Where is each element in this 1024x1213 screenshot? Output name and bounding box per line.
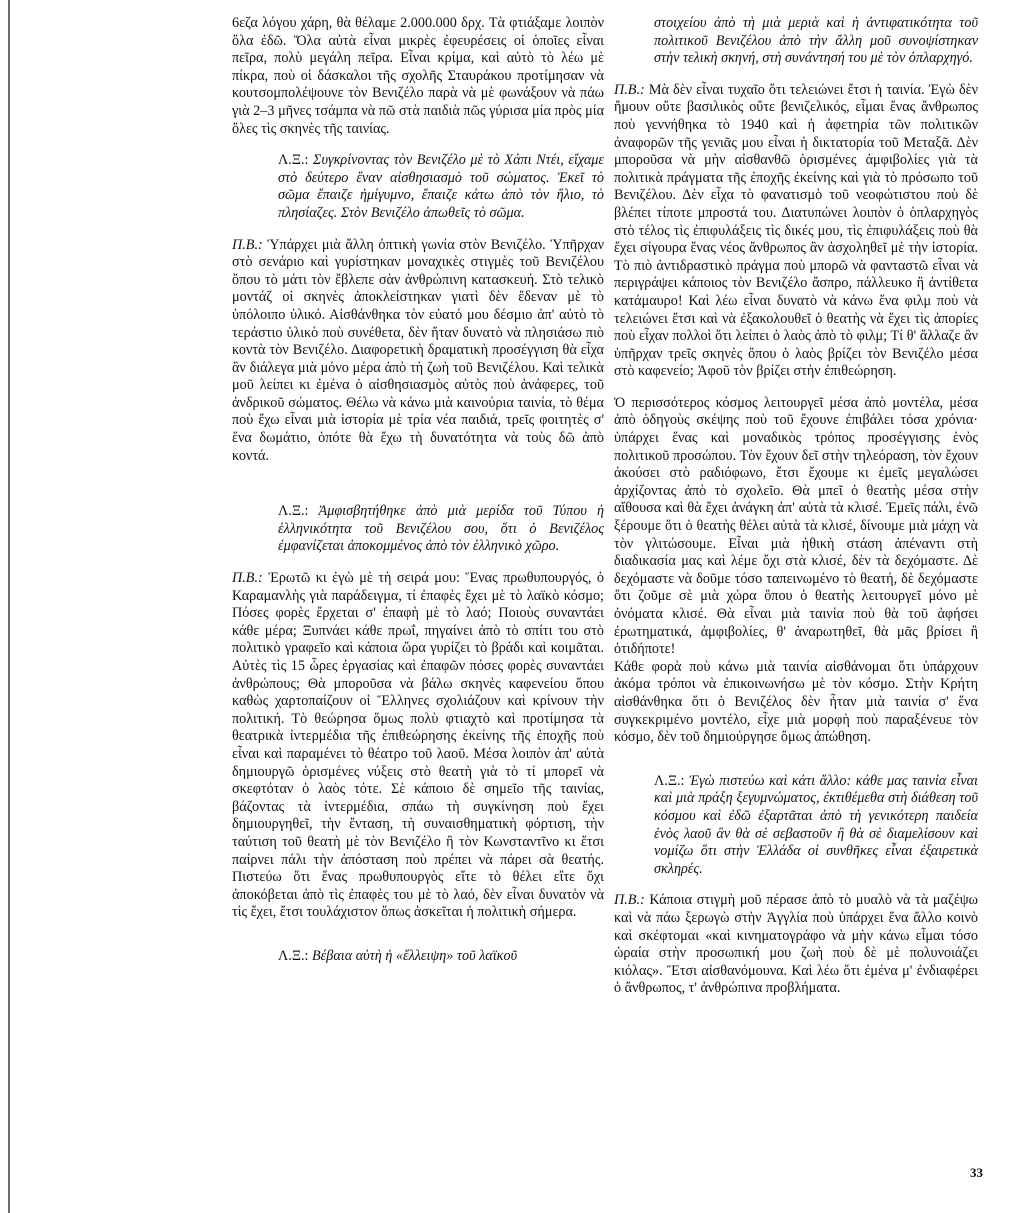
interviewer-question: Λ.Ξ.: Ἀμφισβητήθηκε ἀπὸ μιὰ μερίδα τοῦ Τύπου ἡ ἑλληνικότητα τοῦ Βενιζέλου σου, ὅτι ὁ Βενιζέλος ἐμφανίζεται ἀποκομμένος ἀπὸ τὸν ἑλληνικὸ χῶρο. xyxy=(278,503,605,555)
speaker-label: Π.Β.: xyxy=(614,892,645,909)
speaker-label: Π.Β.: xyxy=(614,81,645,98)
speaker-label: Π.Β.: xyxy=(232,570,263,587)
interviewer-question: Λ.Ξ.: Ἐγὼ πιστεύω καὶ κάτι ἄλλο: κάθε μας ταινία εἶναι καὶ μιὰ πράξη ξεγυμνώματος, ἐκτιθέμεθα στὴ διάθεση τοῦ κόσμου καὶ ἐδῶ ἐξαρτᾶται ἀπὸ τὴ γενικότερη παιδεία ἑνὸς λαοῦ ἂν θὰ σὲ σεβαστοῦν ἢ θὰ σὲ διαμελίσουν καὶ νομίζω ὅτι στὴν Ἑλλάδα οἱ συνθῆκες εἶναι ἐξαιρετικὰ σκληρές. xyxy=(654,772,979,877)
paragraph-1: 6εζα λόγου χάρη, θὰ θέλαμε 2.000.000 δρχ. Τὰ φτιάξαμε λοιπὸν ὅλα ἐδῶ. Ὅλα αὐτὰ εἶναι μικρὲς ἐφευρέσεις οἱ ὁποῖες εἶναι πεῖρα, πολὺ μεγάλη πεῖρα. Εἶναι κρίμα, καὶ αὐτὸ τὸ λέω μὲ πίκρα, ποὺ οἱ δάσκαλοι τῆς σχολῆς Σταυράκου προτίμησαν νὰ κουτσομπολέψουνε τὸν Βενιζέλο παρὰ νὰ μὲ φωνάξουν νὰ πάω γιὰ 2–3 μῆνες τσάμπα νὰ πῶ στὰ παιδιὰ πῶς γύρισα μία πρὸς μία ὅλες τὶς σκηνὲς τῆς ταινίας. xyxy=(232,15,604,137)
speaker-label: Λ.Ξ.: xyxy=(654,772,685,789)
paragraph: Ὁ περισσότερος κόσμος λειτουργεῖ μέσα ἀπὸ μοντέλα, μέσα ἀπὸ ὁδηγοὺς σκέψης ποὺ τοῦ ἔχουνε ἐπιβάλει τόσα χρόνια· ὑπάρχει ἕνας καὶ μοναδικὸς τρόπος προσέγγισης ἑνὸς πολιτικοῦ προσώπου. Τὸν ἔχουν δεῖ στὴν τηλεόραση, τὸν ἔχουν ἀκούσει στὸ ραδιόφωνο, ἔτσι ἔχουμε κι ἐμεῖς μεγαλώσει ἀρχίζοντας ἀπὸ τὸ σχολεῖο. Θὰ μπεῖ ὁ θεατὴς μέσα στὴν αἴθουσα καὶ θὰ ἔχει ἀνάγκη ἀπ' αὐτὰ τὰ κλισέ. Ἐμεῖς πάλι, ἐνῶ ξέρουμε ὅτι ὁ θεατὴς θέλει αὐτὰ τὰ κλισέ, δίνουμε μιὰ μάχη νὰ τὸν γλιτώσουμε. Εἶναι μιὰ ἠθικὴ στάση ἀπέναντι στὴ διαδικασία μας καὶ λέμε ὄχι στὰ κλισέ, δὲν τὰ δεχόμαστε. Δὲ δεχόμαστε νὰ δοῦμε τόσο ταπεινωμένο τὸ θεατή, δὲ δεχόμαστε ὅτι ζοῦμε σὲ μιὰ χώρα ὅπου ὁ θεατὴς λειτουργεῖ μόνο μὲ ὀνόματα κλισέ. Θὰ εἶναι μιὰ ταινία ποὺ θὰ τοῦ ἀφήσει ἐρωτηματικά, ἀμφιβολίες, θ' ἀναρωτηθεῖ, θὰ μᾶς βρίσει ἢ ὁτιδήποτε! xyxy=(614,394,978,658)
director-answer: Π.Β.: Κάποια στιγμὴ μοῦ πέρασε ἀπὸ τὸ μυαλὸ νὰ τὰ μαζέψω καὶ νὰ πάω ξερωγὼ στὴν Ἀγγλία ποὺ ὑπάρχει ἕνα ἄλλο κοινὸ καὶ σκέφτομαι «καὶ κινηματογράφο νὰ μὴν κάνω εἶμαι τόσο ὡραία στὴν προσωπική μου ζωὴ ποὺ δὲ μὲ πολυνοιάζει κιόλας». Ἔτσι αἰσθανόμουνα. Καὶ λέω ὅτι ἐμένα μ' ἐνδιαφέρει ὁ ἄνθρωπος, τ' ἀνθρώπινα προβλήματα. xyxy=(614,892,979,997)
speaker-label: Λ.Ξ.: xyxy=(278,152,309,169)
left-column xyxy=(232,15,604,966)
interviewer-question: Λ.Ξ.: Βέβαια αὐτὴ ἡ «ἔλλειψη» τοῦ λαϊκοῦ xyxy=(278,947,518,964)
speaker-label: Λ.Ξ.: xyxy=(278,947,309,964)
director-answer: Π.Β.: Ὑπάρχει μιὰ ἄλλη ὀπτικὴ γωνία στὸν Βενιζέλο. Ὑπῆρχαν στὸ σενάριο καὶ γυρίστηκαν μοναχικὲς στιγμὲς τοῦ Βενιζέλου ὅπου τὸ μάτι τὸν ἔβλεπε σὰν ἀνθρώπινη κατασκευή. Στὸ τελικὸ μοντάζ οἱ σκηνὲς ἀποκλείστηκαν γιατὶ δὲν ἔδεναν μὲ τὸ ὑπόλοιπο ὑλικό. Αἰσθάνθηκα τὸν εὐατό μου δέσμιο ἀπ' αὐτὸ τὸ τεράστιο ὑλικὸ ποὺ συνέθετα, δὲν ἤταν δυνατὸ νὰ πλησιάσω πιὸ κοντὰ τὸν Βενιζέλο. Διαφορετικὴ δραματικὴ προσέγγιση θὰ εἶχα ἂν διάλεγα μιὰ μόνο μέρα ἀπὸ τὴ ζωὴ τοῦ Βενιζέλου. Καὶ τελικὰ μοῦ λείπει κι ἐμένα ὁ αἰσθησιασμὸς αὐτὸς ποὺ ἀνάφερες, τοῦ ἀνδρικοῦ σώματος. Θέλω νὰ κάνω μιὰ καινούρια ταινία, τὸ θέμα ποὺ ἔχω εἶναι μιὰ ἱστορία μὲ τρία νέα παιδιά, τρεῖς φοιτητὲς σ' ἕνα δωμάτιο, ὁπότε θὰ ἔχω τὴ δυνατότητα νὰ τοὺς δῶ ἀπὸ κοντά. xyxy=(232,236,605,464)
speaker-label: Π.Β.: xyxy=(232,236,263,253)
right-column xyxy=(614,15,978,998)
director-answer: Π.Β.: Ἐρωτῶ κι ἐγὼ μὲ τὴ σειρά μου: Ἕνας πρωθυπουργός, ὁ Καραμανλὴς γιὰ παράδειγμα, τί ἐπαφὲς ἔχει μὲ τὸ λαϊκὸ κόσμο; Πόσες φορὲς ἔρχεται σ' ἐπαφὴ μὲ τὸ λαό; Ποιοὺς συναντάει κάθε μέρα; Ξυπνάει κάθε πρωΐ, πηγαίνει ἀπὸ τὸ σπίτι του στὸ πολιτικὸ γραφεῖο καὶ κάποια ὥρα γυρίζει τὸ βράδι καὶ κοιμᾶται. Αὐτὲς τὶς 15 ὧρες ἐργασίας καὶ ἐπαφῶν πόσες φορὲς συναντάει ἀνθρώπους; Θὰ μποροῦσα νὰ βάλω σκηνὲς καφενείου ὅπου καθὼς χαρτοπαίζουν οἱ Ἕλληνες σχολιάζουν καὶ κρίνουν τὴν πολιτική. Τὸ θεώρησα ὅμως πολὺ φτιαχτὸ καὶ προτίμησα τὰ θεατρικὰ ἰντερμέδια τῆς ἐπιθεώρησης ἐκείνης τῆς ἐποχῆς ποὺ εἶναι καὶ παραμένει τὸ θέατρο τοῦ λαοῦ. Μέσα λοιπὸν ἀπ' αὐτὰ δημιουργῶ ὁρισμένες νύξεις στὸ θεατὴ γιὰ τὸ τί μπορεῖ νὰ σκεφτόταν ὁ λαὸς τότε. Σὲ κάποιο δὲ σημεῖο τῆς ταινίας, βάζοντας τὰ ἰντερμέδια, σπάω τὴ συγκίνηση ποὺ ἔχει δημιουργηθεῖ, τὴν ἔνταση, τὴ συναισθηματικὴ φόρτιση, τὴν ταύτιση τοῦ θεατὴ μὲ τὸν Βενιζέλο ἢ τὸν Κωνσταντῖνο κι ἔτσι παίρνει πάλι τὴν ἀπόσταση ποὺ πρέπει νὰ πάρει σὰ θεατής. Πιστεύω ὅτι ἕνας πρωθυπουργὸς εἴτε τὸ θέλει εἴτε ὄχι ἀποκόβεται ἀπὸ τὶς ἐπαφὲς του μὲ τὸ λαό, δὲν εἶναι δυνατὸν νὰ τὶς ἔχει, ἔτσι τουλάχιστον ὅπως ἀσκεῖται ἡ πολιτικὴ σήμερα. xyxy=(232,570,604,921)
director-answer: Π.Β.: Μὰ δὲν εἶναι τυχαῖο ὅτι τελειώνει ἔτσι ἡ ταινία. Ἐγὼ δὲν ἤμουν οὔτε βασιλικὸς οὔτε βενιζελικός, εἶμαι ἕνας ἄνθρωπος ποὺ γεννήθηκα τὸ 1940 καὶ ἡ ἀφετηρία τῶν πολιτικῶν ἀναφορῶν τῆς γενιᾶς μου εἶναι ἡ δικτατορία τοῦ Μεταξᾶ. Δὲν μποροῦσα νὰ μὴν αἰσθανθῶ ὁρισμένες ἀμφιβολίες γιὰ τὰ πολιτικὰ πράγματα τῆς ἐποχῆς ἐκείνης καὶ γιὰ τὸ πρόσωπο τοῦ Βενιζέλου. Δὲν εἶχα τὸ φανατισμὸ τοῦ νεοφώτιστου ποὺ δὲ βλέπει τίποτε μπροστά του. Διατυπώνει λοιπὸν ὁ ὁπλαρχηγὸς στὸ τέλος τὶς ἐπιφυλάξεις τὶς δικές μου, τὶς ἐπιφυλάξεις ποὺ θὰ ἔχει σίγουρα ἕνας νέος ἄνθρωπος ἂν ἀσχοληθεῖ μὲ τὴν ἱστορία. Τὸ πιὸ ἀντιδραστικὸ πράγμα ποὺ μπορῶ νὰ φανταστῶ εἶναι νὰ περιγράψει κάποιος τὸν Βενιζέλο ἄσπρο, πάλλευκο ἢ ἀντίθετα κατάμαυρο! Καὶ λέω εἶναι δυνατὸ νὰ κάνω ἕνα φιλμ ποὺ νὰ τελειώνει ἔτσι καὶ νὰ ἐξακολουθεῖ ὁ θεατὴς νὰ ἔχει τὶς ἀπορίες ποὺ εἶχαν πολλοὶ ὅτι λείπει ὁ λαὸς ἀπὸ τὸ φιλμ; Τί θ' ἄλλαζε ἂν ὑπῆρχαν τρεῖς σκηνὲς ὅπου ὁ λαὸς βρίζει τὸν Βενιζέλο μέσα στὸ καφενείο; Ἀφοῦ τὸν βρίζει στὴν ἐπιθεώρηση. xyxy=(614,81,979,380)
interviewer-question: Λ.Ξ.: Συγκρίνοντας τὸν Βενιζέλο μὲ τὸ Χάπι Ντέι, εἴχαμε στὸ δεύτερο ἕναν αἰσθησιασμὸ τοῦ σώματος. Ἐκεῖ τὸ σῶμα ἔπαιζε ἠμίγυμνο, ἔπαιζε κάτω ἀπὸ τὸν ἥλιο, τὸ πλησίαζες. Στὸν Βενιζέλο ἀπωθεῖς τὸ σῶμα. xyxy=(278,152,605,221)
scan-binding-edge xyxy=(8,0,10,1213)
paragraph: Κάθε φορὰ ποὺ κάνω μιὰ ταινία αἰσθάνομαι ὅτι ὑπάρχουν ἀκόμα τρόποι νὰ ἐπικοινωνήσω μὲ τὸν κόσμο. Στὴν Κρήτη αἰσθάνθηκα ὅτι ὁ Βενιζέλος δὲν ἦταν μιὰ ταινία σ' ἕνα συγκεκριμένο μοντέλο, εἶχε μιὰ μορφὴ ποὺ παραξένευε τὸν κόσμο, δὲν τοῦ δημιούργησε ὅμως ἀπώθηση. xyxy=(614,658,978,746)
speaker-label: Λ.Ξ.: xyxy=(278,503,309,520)
interviewer-question-continued: στοιχείου ἀπὸ τὴ μιὰ μεριὰ καὶ ἡ ἀντιφατικότητα τοῦ πολιτικοῦ Βενιζέλου ἀπὸ τὴν ἄλλη μοῦ συνοψίστηκαν στὴν τελικὴ σκηνή, στὴ συνάντησή του μὲ τὸν ὁπλαρχηγό. xyxy=(654,15,978,67)
page-number: 33 xyxy=(970,1165,983,1180)
